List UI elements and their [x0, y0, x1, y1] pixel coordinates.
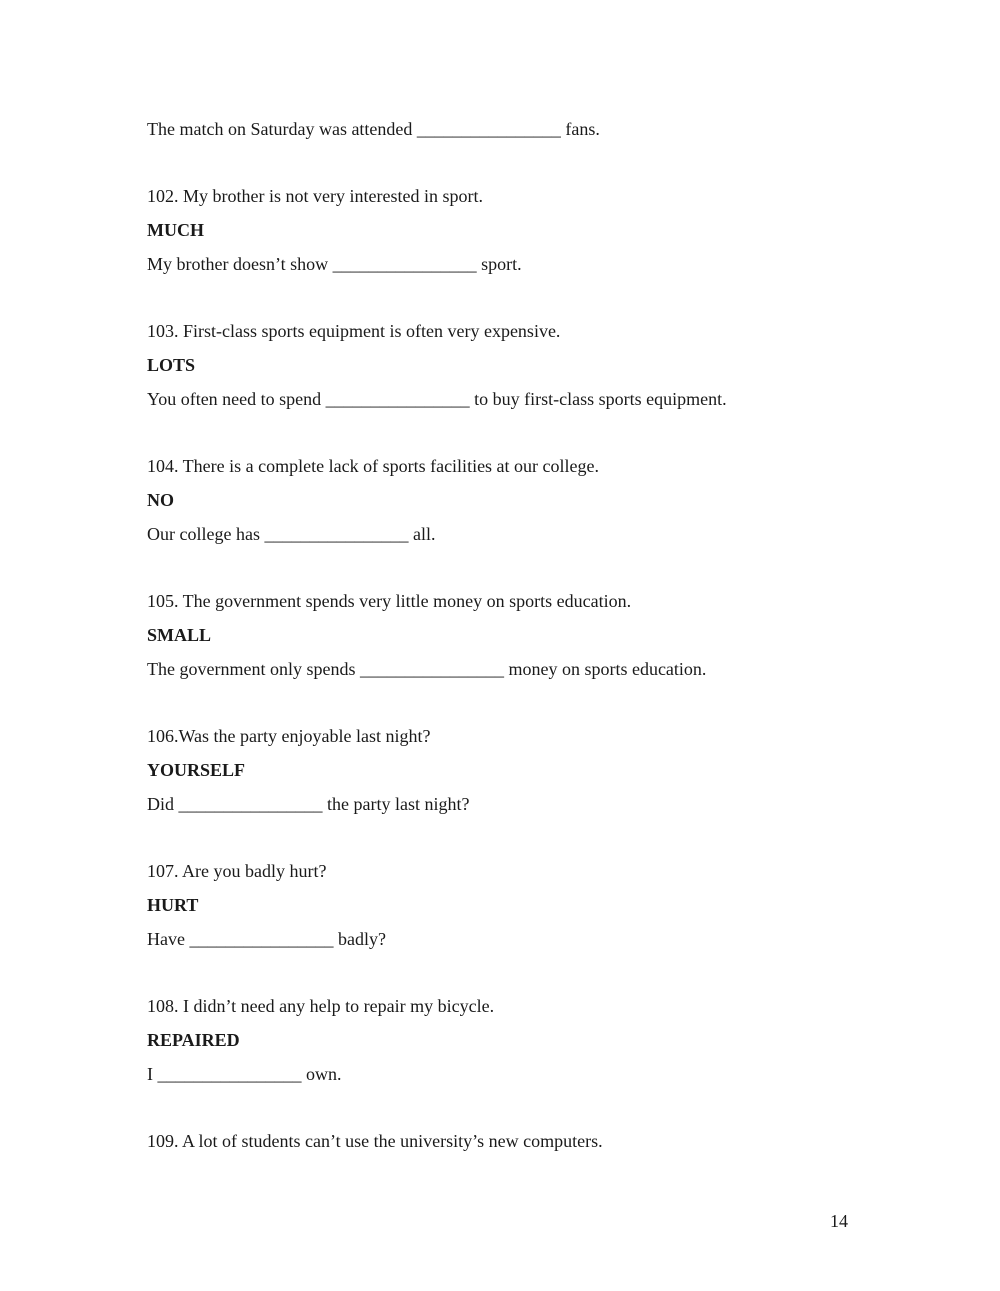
question-108: 108. I didn’t need any help to repair my bicycle.	[147, 996, 495, 1016]
keyword-108: REPAIRED	[147, 1030, 240, 1050]
question-102: 102. My brother is not very interested in sport.	[147, 186, 483, 206]
intro-answer-line: The match on Saturday was attended ________________ fans.	[147, 119, 600, 139]
page-number: 14	[830, 1211, 848, 1231]
answer-line-107: Have ________________ badly?	[147, 929, 386, 949]
answer-line-103: You often need to spend ________________ to buy first-class sports equipment.	[147, 389, 727, 409]
keyword-107: HURT	[147, 895, 199, 915]
keyword-104: NO	[147, 490, 174, 510]
answer-line-105: The government only spends ________________ money on sports education.	[147, 659, 707, 679]
question-103: 103. First-class sports equipment is often very expensive.	[147, 321, 561, 341]
question-104: 104. There is a complete lack of sports facilities at our college.	[147, 456, 600, 476]
keyword-103: LOTS	[147, 355, 196, 375]
answer-line-104: Our college has ________________ all.	[147, 524, 436, 544]
answer-line-106: Did ________________ the party last night?	[147, 794, 470, 814]
keyword-106: YOURSELF	[147, 760, 246, 780]
question-106: 106.Was the party enjoyable last night?	[147, 726, 431, 746]
question-107: 107. Are you badly hurt?	[147, 861, 327, 881]
keyword-105: SMALL	[147, 625, 212, 645]
keyword-102: MUCH	[147, 220, 204, 240]
answer-line-102: My brother doesn’t show ________________ sport.	[147, 254, 522, 274]
question-105: 105. The government spends very little money on sports education.	[147, 591, 632, 611]
question-109: 109. A lot of students can’t use the university’s new computers.	[147, 1131, 603, 1151]
answer-line-108: I ________________ own.	[147, 1064, 342, 1084]
